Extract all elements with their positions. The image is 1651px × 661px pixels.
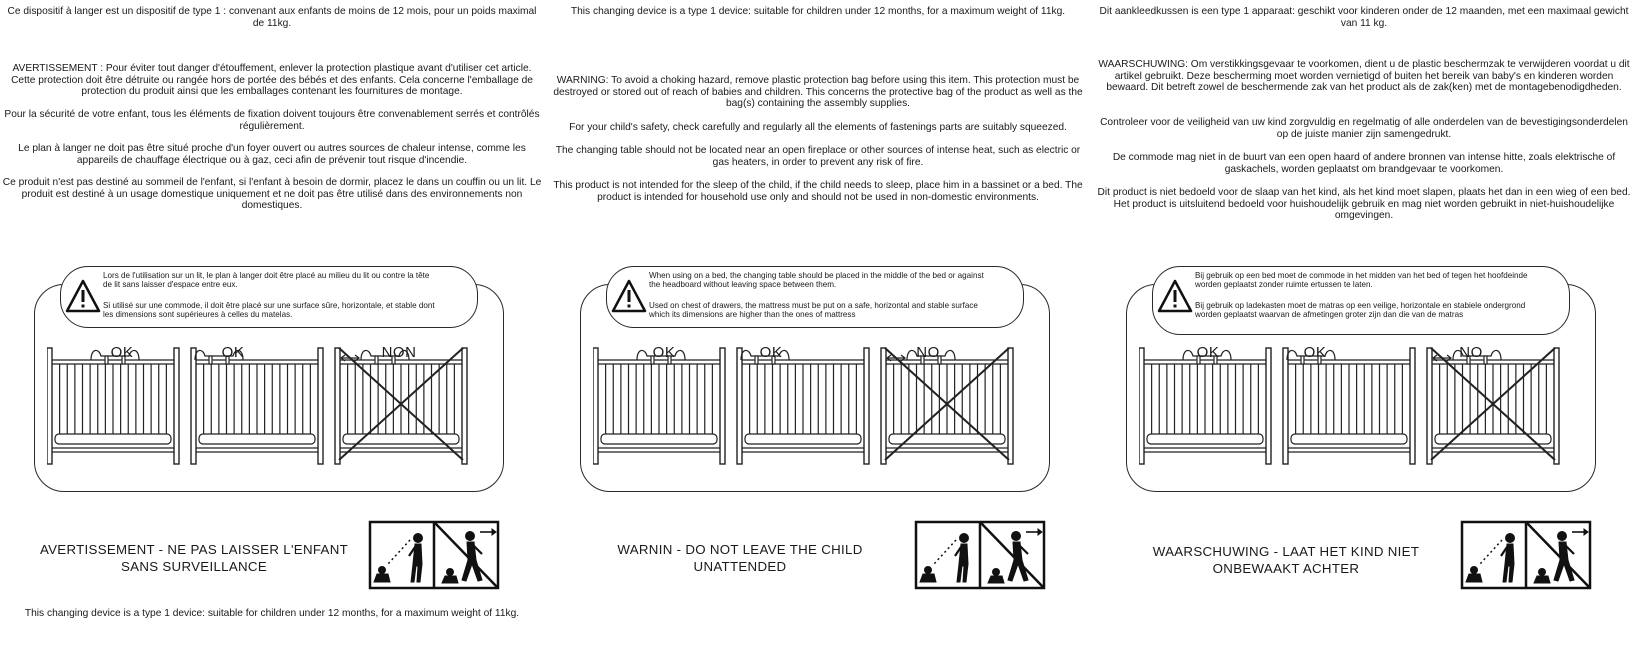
crib-label-no: NO	[916, 344, 940, 361]
paragraph-fire: The changing table should not be located near an open fireplace or other sources of intense heat, such as electric or gas heaters, in order to prevent any risk of fire.	[555, 145, 1081, 168]
supervision-pictogram	[368, 520, 500, 590]
crib-label-no: NON	[381, 344, 417, 361]
supervision-warning-title: AVERTISSEMENT - NE PAS LAISSER L'ENFANT SANS SURVEILLANCE	[39, 542, 349, 574]
crib-0	[1139, 348, 1271, 464]
column-dutch	[1094, 0, 1634, 661]
crib-placement-diagram	[47, 340, 493, 482]
paragraph-warning: WAARSCHUWING: Om verstikkingsgevaar te voorkomen, dient u de plastic beschermzak te verwijderen voordat u dit artikel gebruikt. Deze bescherming moet worden vernietigd of buiten het bereik van baby's en kinderen worden bewaard. Dit betreft zowel de beschermende zak van het product als de zak(ken) met de montagebenodigdheden.	[1098, 59, 1630, 94]
warning-triangle-icon	[1157, 279, 1193, 313]
callout-drawers-text: Si utilisé sur une commode, il doit être placé sur une surface sûre, horizontale, et stable dont les dimensions sont supérieures à celles du matelas.	[103, 301, 435, 320]
do-not-leave-child-pictogram	[1527, 523, 1589, 587]
crib-2	[1427, 348, 1559, 464]
callout-drawers-text: Bij gebruik op ladekasten moet de matras op een veilige, horizontale en stabiele ondergrond worden geplaatst waarvan de afmetingen groter zijn dan die van de matras	[1195, 301, 1526, 320]
column-english	[548, 0, 1088, 661]
paragraph-type: Ce dispositif à langer est un dispositif de type 1 : convenant aux enfants de moins de 12 mois, pour un poids maximal de 11kg.	[7, 6, 537, 29]
paragraph-sleep: This product is not intended for the sleep of the child, if the child needs to sleep, place him in a bassinet or a bed. The product is intended for household use only and should not be used in non-domestic environments.	[553, 180, 1083, 203]
do-not-leave-child-pictogram	[435, 523, 497, 587]
crib-0	[593, 348, 725, 464]
paragraph-sleep: Ce produit n'est pas destiné au sommeil de l'enfant, si l'enfant à besoin de dormir, placez le dans un couffin ou un lit. Le produit est destiné à un usage domestique uniquement et ne doit pas être utilisé dans des environnements non domestiques.	[2, 177, 542, 212]
crib-label-ok-2: OK	[1303, 344, 1327, 361]
crib-2	[335, 348, 467, 464]
callout-bed-text: Lors de l'utilisation sur un lit, le plan à langer doit être placé au milieu du lit ou contre la tête de lit sans laisser d'espace entre eux.	[103, 271, 430, 290]
paragraph-sleep: Dit product is niet bedoeld voor de slaap van het kind, als het kind moet slapen, plaats het dan in een wieg of een bed. Het product is uitsluitend bedoeld voor huishoudelijk gebruik en mag niet worden gebruikt in niet-huishoudelijke omgevingen.	[1097, 187, 1631, 222]
crib-2	[881, 348, 1013, 464]
supervise-child-pictogram	[920, 534, 969, 583]
crib-1	[1283, 348, 1415, 464]
supervision-pictogram	[914, 520, 1046, 590]
paragraph-warning: WARNING: To avoid a choking hazard, remove plastic protection bag before using this item. This protection must be destroyed or stored out of reach of babies and children. This concerns the protective bag of the product as well as the bag(s) containing the assembly supplies.	[553, 75, 1083, 110]
bed-placement-callout	[1152, 266, 1570, 335]
paragraph-safety: Controleer voor de veiligheid van uw kind zorgvuldig en regelmatig of alle onderdelen van de bevestigingsonderdelen op de juiste manier zijn samengedrukt.	[1100, 117, 1628, 140]
supervision-warning-title: WARNIN - DO NOT LEAVE THE CHILD UNATTENDED	[617, 542, 863, 574]
paragraph-fire: De commode mag niet in de buurt van een open haard of andere bronnen van intense hitte, zoals elektrische of gaskachels, worden geplaatst om brandgevaar te voorkomen.	[1112, 152, 1616, 175]
paragraph-safety: Pour la sécurité de votre enfant, tous les éléments de fixation doivent toujours être convenablement serrés et contrôlés régulièrement.	[4, 109, 540, 132]
crib-1	[191, 348, 323, 464]
paragraph-warning: AVERTISSEMENT : Pour éviter tout danger d'étouffement, enlever la protection plastique avant d'utiliser cet article. Cette protection doit être détruite ou rangée hors de portée des bébés et des enfants. Cela concerne l'emballage de protection du produit ainsi que les emballages contenant les fournitures de montage.	[11, 63, 533, 98]
bed-placement-callout	[60, 266, 478, 328]
supervision-warning-title: WAARSCHUWING - LAAT HET KIND NIET ONBEWAAKT ACHTER	[1152, 544, 1420, 576]
crib-placement-diagram	[1139, 340, 1585, 482]
crib-label-no: NO	[1459, 344, 1483, 361]
paragraph-type: Dit aankleedkussen is een type 1 apparaat: geschikt voor kinderen onder de 12 maanden, met een maximaal gewicht van 11 kg.	[1099, 6, 1629, 29]
paragraph-fire: Le plan à langer ne doit pas être situé proche d'un foyer ouvert ou autres sources de chaleur intense, comme les appareils de chauffage électrique ou à gaz, ceci afin de prévenir tout risque d'incendie.	[18, 143, 526, 166]
bed-placement-callout	[606, 266, 1024, 328]
paragraph-safety: For your child's safety, check carefully and regularly all the elements of fastenings parts are suitably squeezed.	[569, 122, 1067, 133]
crib-label-ok-1: OK	[652, 344, 676, 361]
supervise-child-pictogram	[374, 534, 423, 583]
callout-bed-text: When using on a bed, the changing table should be placed in the middle of the bed or against the headboard without leaving space between them.	[649, 271, 984, 290]
warning-triangle-icon	[611, 279, 647, 313]
crib-placement-diagram	[593, 340, 1039, 482]
paragraph-type: This changing device is a type 1 device: suitable for children under 12 months, for a maximum weight of 11kg.	[570, 6, 1066, 17]
supervision-pictogram	[1460, 520, 1592, 590]
crib-label-ok-2: OK	[221, 344, 245, 361]
column-french	[2, 0, 542, 661]
supervise-child-pictogram	[1466, 534, 1515, 583]
callout-bed-text: Bij gebruik op een bed moet de commode in het midden van het bed of tegen het hoofdeinde worden geplaatst zonder ruimte ertussen te laten.	[1195, 271, 1528, 290]
crib-1	[737, 348, 869, 464]
footer-note: This changing device is a type 1 device: suitable for children under 12 months, for a maximum weight of 11kg.	[24, 608, 520, 619]
callout-drawers-text: Used on chest of drawers, the mattress must be put on a safe, horizontal and stable surface which its dimensions are higher than the ones of mattress	[649, 301, 978, 320]
crib-0	[47, 348, 179, 464]
crib-label-ok-1: OK	[110, 344, 134, 361]
warning-triangle-icon	[65, 279, 101, 313]
crib-label-ok-2: OK	[759, 344, 783, 361]
crib-label-ok-1: OK	[1196, 344, 1220, 361]
do-not-leave-child-pictogram	[981, 523, 1043, 587]
